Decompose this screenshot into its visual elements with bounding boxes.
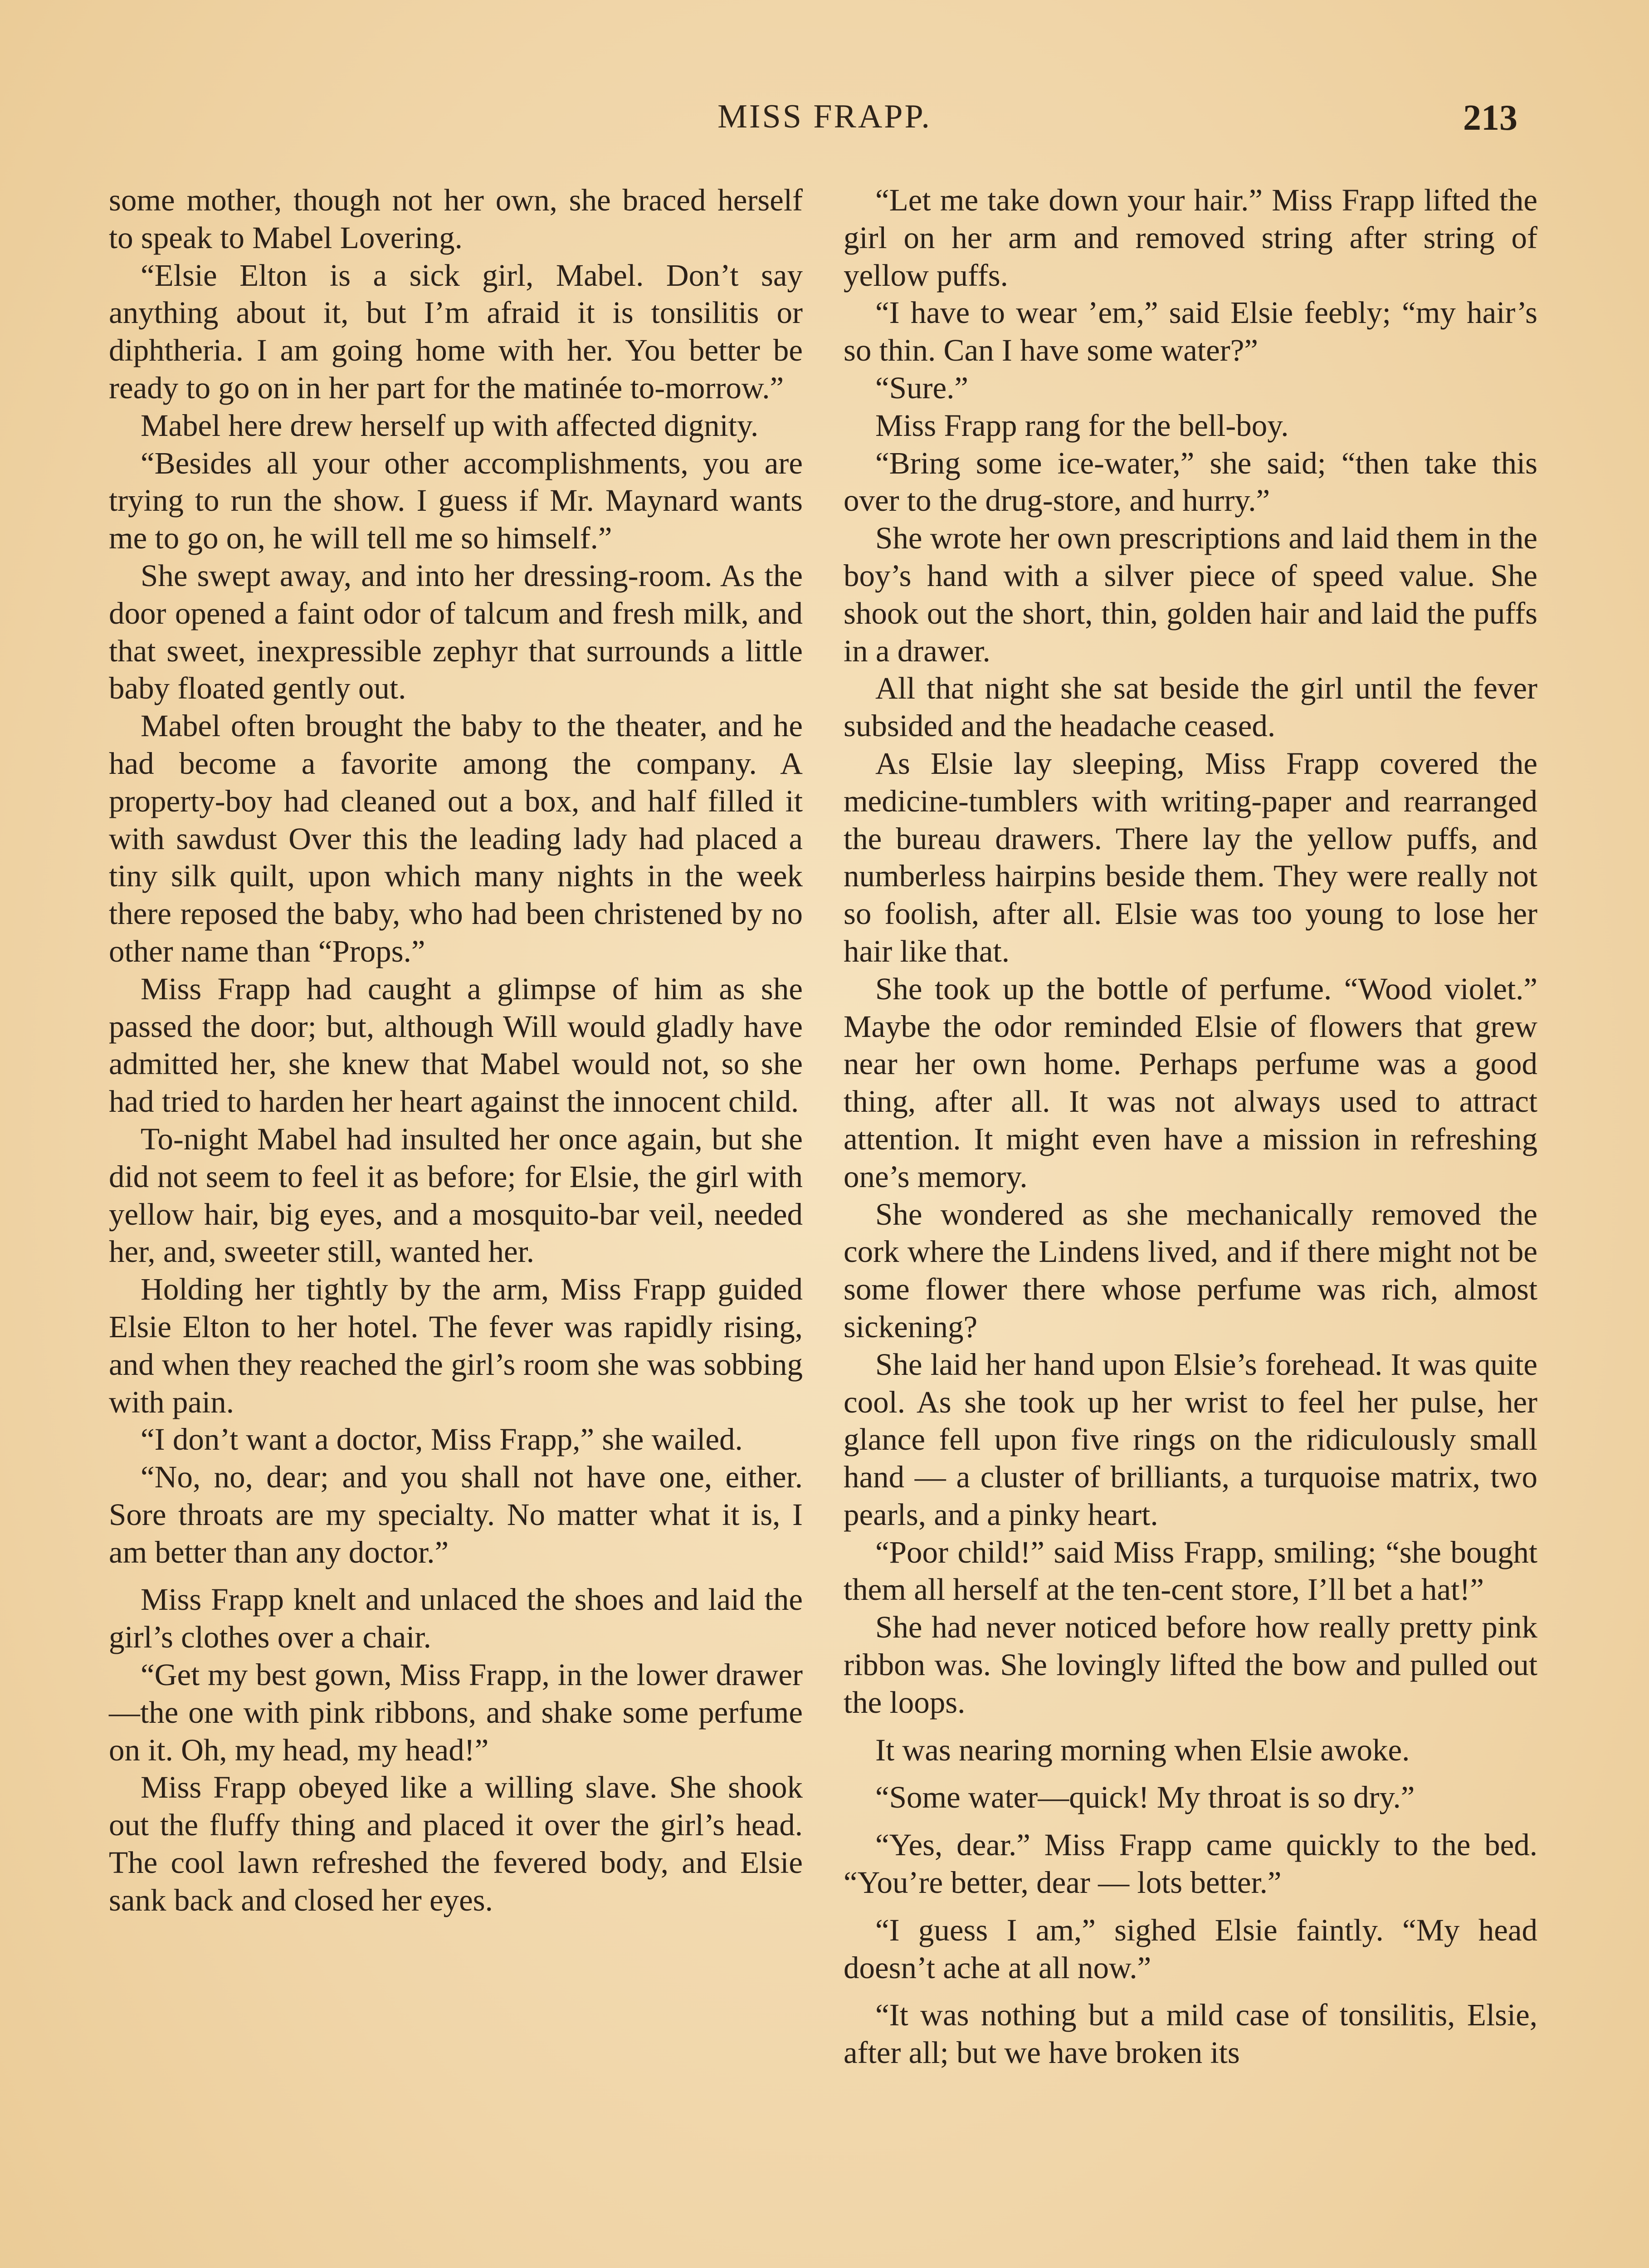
paragraph: “I don’t want a doctor, Miss Frapp,” she wailed. (141, 1422, 743, 1457)
paragraph: “Sure.” (875, 370, 968, 405)
paragraph: She swept away, and into her dressing-room. As the door opened a faint odor of talcum and fresh milk, and that sweet, inexpressible zephyr that surrounds a little baby floated gently out. (109, 558, 803, 706)
paragraph: “Besides all your other accomplishments, you are trying to run the show. I guess if Mr. Maynard wants me to go on, he will tell me so himself.” (109, 445, 803, 556)
paragraph: Miss Frapp rang for the bell-boy. (875, 408, 1289, 443)
page-header (109, 98, 1540, 147)
paragraph: Miss Frapp obeyed like a willing slave. She shook out the fluffy thing and placed it over the girl’s head. The cool lawn refreshed the fevered body, and Elsie sank back and closed her eyes. (109, 1770, 803, 1917)
paragraph: “No, no, dear; and you shall not have one, either. Sore throats are my specialty. No matter what it is, I am better than any doctor.” (109, 1460, 803, 1569)
left-column (109, 181, 803, 1919)
paragraph: “Elsie Elton is a sick girl, Mabel. Don’t say anything about it, but I’m afraid it is tonsilitis or diphtheria. I am going home with her. You better be ready to go on in her part for the matinée to-morrow.” (109, 258, 803, 405)
paragraph: “Bring some ice-water,” she said; “then take this over to the drug-store, and hurry.” (844, 445, 1537, 518)
paragraph: She took up the bottle of perfume. “Wood violet.” Maybe the odor reminded Elsie of flowers that grew near her own home. Perhaps perfume was a good thing, after all. It was not always used to attract attention. It might even have a mission in refreshing one’s memory. (844, 971, 1537, 1194)
page-number: 213 (1463, 98, 1517, 138)
paragraph: “Let me take down your hair.” Miss Frapp lifted the girl on her arm and removed string after string of yellow puffs. (844, 183, 1537, 293)
paragraph: She had never noticed before how really pretty pink ribbon was. She lovingly lifted the bow and pulled out the loops. (844, 1610, 1537, 1720)
paragraph: Mabel here drew herself up with affected dignity. (141, 408, 759, 443)
running-title: MISS FRAPP. (717, 98, 932, 135)
paragraph: Mabel often brought the baby to the theater, and he had become a favorite among the company. A property-boy had cleaned out a box, and half filled it with sawdust Over this the leading lady had placed a tiny silk quilt, upon which many nights in the week there reposed the baby, who had been christened by no other name than “Props.” (109, 709, 803, 968)
paragraph: Holding her tightly by the arm, Miss Frapp guided Elsie Elton to her hotel. The fever was rapidly rising, and when they reached the girl’s room she was sobbing with pain. (109, 1272, 803, 1419)
paragraph: All that night she sat beside the girl until the fever subsided and the headache ceased. (844, 671, 1537, 743)
paragraph: It was nearing morning when Elsie awoke. (875, 1732, 1410, 1767)
paragraph: She wrote her own prescriptions and laid them in the boy’s hand with a silver piece of speed value. She shook out the short, thin, golden hair and laid the puffs in a drawer. (844, 521, 1537, 668)
paragraph: some mother, though not her own, she braced herself to speak to Mabel Lovering. (109, 183, 803, 255)
paragraph: Miss Frapp knelt and unlaced the shoes and laid the girl’s clothes over a chair. (109, 1582, 803, 1655)
paragraph: She wondered as she mechanically removed the cork where the Lindens lived, and if there might not be some flower there whose perfume was rich, almost sickening? (844, 1197, 1537, 1344)
paragraph: “Some water—quick! My throat is so dry.” (875, 1780, 1415, 1815)
paragraph: “Yes, dear.” Miss Frapp came quickly to the bed. “You’re better, dear — lots better.” (844, 1828, 1537, 1900)
paragraph: To-night Mabel had insulted her once again, but she did not seem to feel it as before; for Elsie, the girl with yellow hair, big eyes, and a mosquito-bar veil, needed her, and, sweeter still, wanted her. (109, 1121, 803, 1269)
paragraph: “I have to wear ’em,” said Elsie feebly; “my hair’s so thin. Can I have some water?” (844, 295, 1537, 368)
right-column (844, 181, 1537, 2072)
paragraph: “Get my best gown, Miss Frapp, in the lower drawer—the one with pink ribbons, and shake some perfume on it. Oh, my head, my head!” (109, 1657, 803, 1767)
paragraph: “It was nothing but a mild case of tonsilitis, Elsie, after all; but we have broken its (844, 1998, 1537, 2070)
paragraph: “Poor child!” said Miss Frapp, smiling; “she bought them all herself at the ten-cent store, I’ll bet a hat!” (844, 1535, 1537, 1607)
paragraph: “I guess I am,” sighed Elsie faintly. “My head doesn’t ache at all now.” (844, 1912, 1537, 1985)
paragraph: As Elsie lay sleeping, Miss Frapp covered the medicine-tumblers with writing-paper and rearranged the bureau drawers. There lay the yellow puffs, and numberless hairpins beside them. They were really not so foolish, after all. Elsie was too young to lose her hair like that. (844, 746, 1537, 968)
paragraph: She laid her hand upon Elsie’s forehead. It was quite cool. As she took up her wrist to feel her pulse, her glance fell upon five rings on the ridiculously small hand — a cluster of brilliants, a turquoise matrix, two pearls, and a pinky heart. (844, 1347, 1537, 1532)
paragraph: Miss Frapp had caught a glimpse of him as she passed the door; but, although Will would gladly have admitted her, she knew that Mabel would not, so she had tried to harden her heart against the innocent child. (109, 971, 803, 1119)
